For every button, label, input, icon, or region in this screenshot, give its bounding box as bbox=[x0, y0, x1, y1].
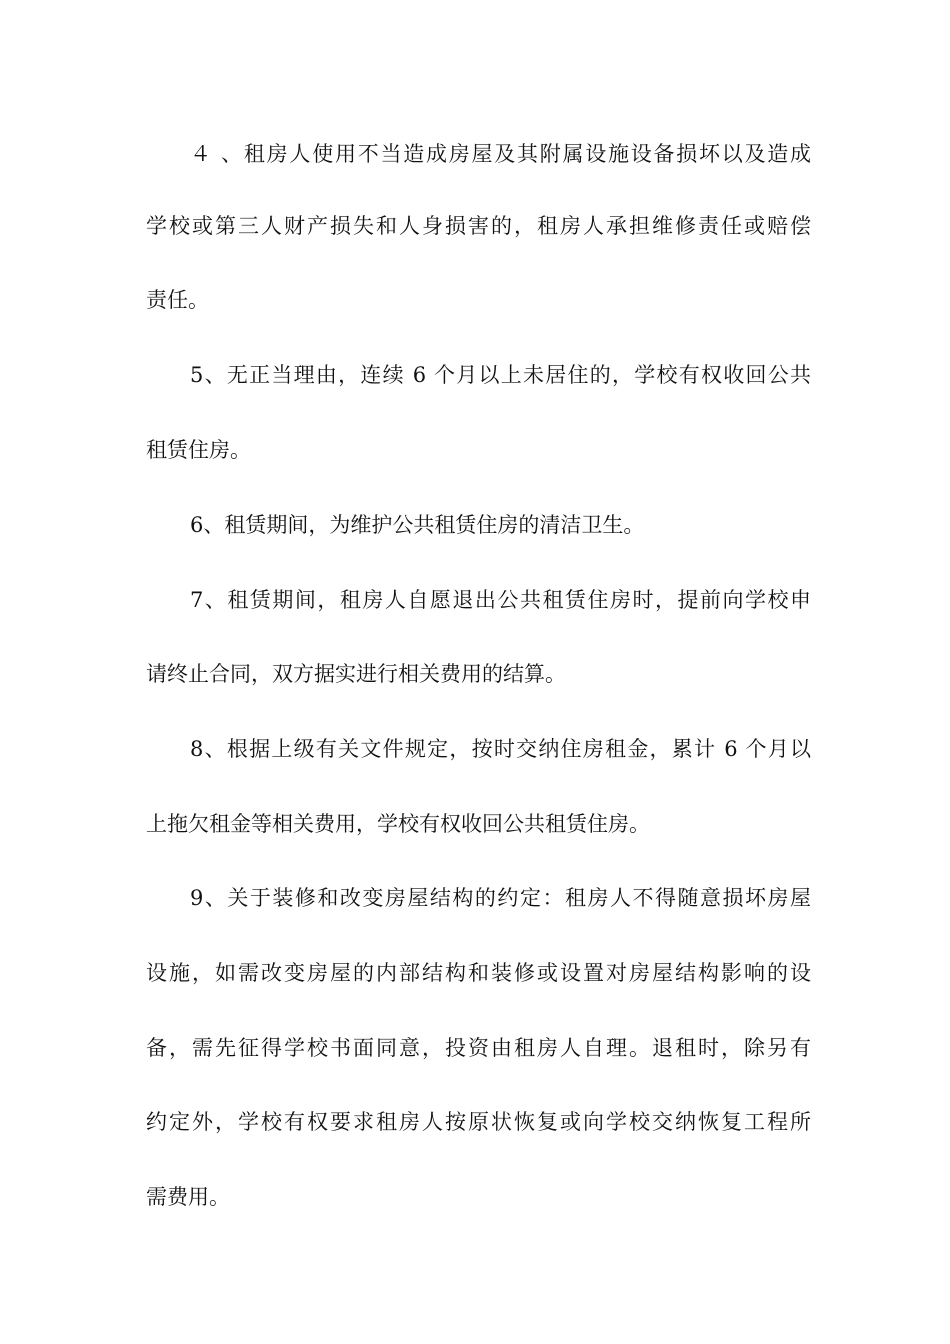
paragraph-4-line-2: 学校或第三人财产损失和人身损害的，租房人承担维修责任或赔偿 bbox=[146, 214, 811, 238]
paragraph-9-line-5: 需费用。 bbox=[146, 1185, 230, 1209]
paragraph-5-line-2: 租赁住房。 bbox=[146, 438, 251, 462]
paragraph-4-line-3: 责任。 bbox=[146, 288, 209, 312]
paragraph-9-line-3: 备，需先征得学校书面同意，投资由租房人自理。退租时，除另有 bbox=[146, 1036, 811, 1060]
paragraph-5-line-1: 5、无正当理由，连续 6 个月以上未居住的，学校有权收回公共 bbox=[190, 363, 811, 387]
paragraph-6-line-1: 6、租赁期间，为维护公共租赁住房的清洁卫生。 bbox=[190, 513, 645, 537]
paragraph-7-line-1: 7、租赁期间，租房人自愿退出公共租赁住房时，提前向学校申 bbox=[190, 588, 811, 612]
paragraph-9-line-1: 9、关于装修和改变房屋结构的约定：租房人不得随意损坏房屋 bbox=[190, 886, 811, 910]
paragraph-8-line-1: 8、根据上级有关文件规定，按时交纳住房租金，累计 6 个月以 bbox=[190, 737, 811, 761]
paragraph-8-line-2: 上拖欠租金等相关费用，学校有权收回公共租赁住房。 bbox=[146, 812, 650, 836]
paragraph-9-line-2: 设施，如需改变房屋的内部结构和装修或设置对房屋结构影响的设 bbox=[146, 961, 811, 985]
paragraph-4-line-1: ４ 、租房人使用不当造成房屋及其附属设施设备损坏以及造成 bbox=[190, 142, 811, 166]
paragraph-9-line-4: 约定外，学校有权要求租房人按原状恢复或向学校交纳恢复工程所 bbox=[146, 1110, 811, 1134]
paragraph-7-line-2: 请终止合同，双方据实进行相关费用的结算。 bbox=[146, 662, 566, 686]
